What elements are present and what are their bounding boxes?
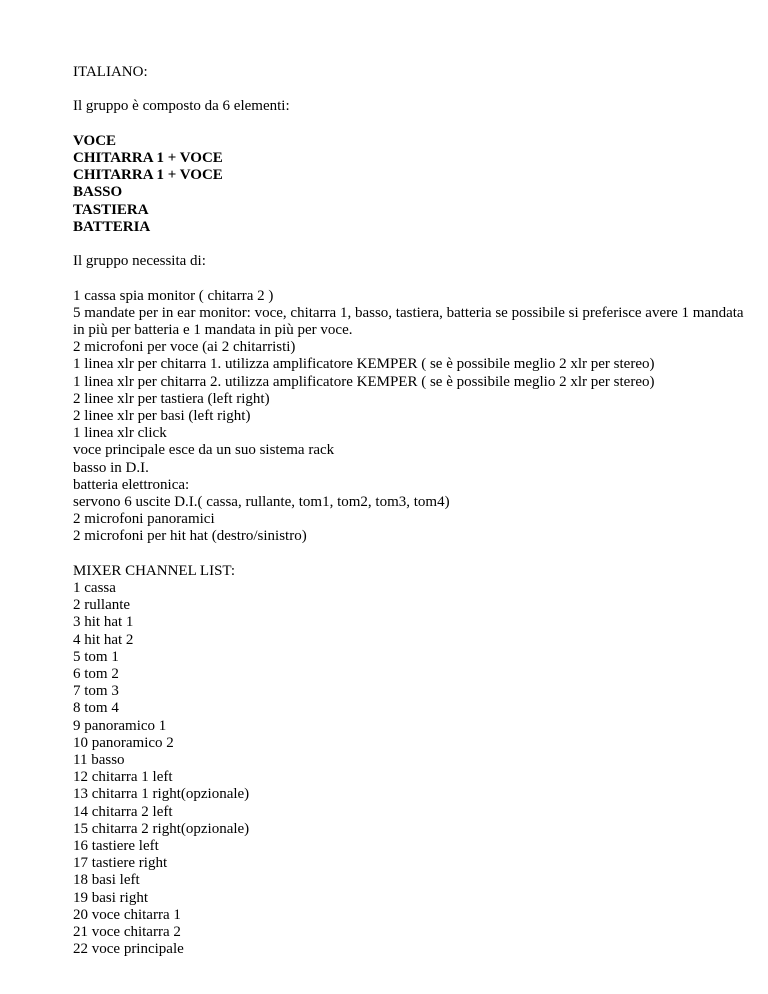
channels-title: MIXER CHANNEL LIST: (73, 562, 236, 579)
need-item: basso in D.I. (73, 459, 149, 476)
channel-item: 14 chitarra 2 left (73, 803, 173, 820)
channel-item: 1 cassa (73, 580, 116, 597)
needs-list (73, 288, 753, 546)
spacer (73, 236, 753, 253)
channel-item: 11 basso (73, 752, 125, 769)
need-item: 1 linea xlr click (73, 425, 167, 442)
spacer (73, 81, 753, 98)
channel-item: 10 panoramico 2 (73, 734, 174, 751)
channel-item: 22 voce principale (73, 941, 184, 958)
need-item: 2 microfoni per voce (ai 2 chitarristi) (73, 339, 296, 356)
spacer (73, 546, 753, 563)
channel-item: 12 chitarra 1 left (73, 769, 173, 786)
need-item: 1 linea xlr per chitarra 1. utilizza amplificatore KEMPER ( se è possibile meglio 2 xlr per stereo) (73, 356, 655, 373)
member-item: VOCE (73, 132, 117, 149)
channel-item: 20 voce chitarra 1 (73, 906, 181, 923)
spacer (73, 116, 753, 133)
channel-list (73, 580, 753, 958)
need-item: 1 cassa spia monitor ( chitarra 2 ) (73, 287, 274, 304)
channel-item: 8 tom 4 (73, 700, 119, 717)
document-heading: ITALIANO: (73, 64, 148, 80)
need-item: 1 linea xlr per chitarra 2. utilizza amplificatore KEMPER ( se è possibile meglio 2 xlr per stereo) (73, 373, 655, 390)
channel-item: 18 basi left (73, 872, 140, 889)
channel-item: 16 tastiere left (73, 838, 159, 855)
need-item: 2 linee xlr per tastiera (left right) (73, 390, 270, 407)
need-item: servono 6 uscite D.I.( cassa, rullante, tom1, tom2, tom3, tom4) (73, 494, 450, 511)
member-item: CHITARRA 1 + VOCE (73, 167, 223, 184)
document-page (73, 64, 753, 958)
member-item: TASTIERA (73, 201, 149, 218)
members-list (73, 133, 753, 236)
need-item: 2 microfoni panoramici (73, 511, 215, 528)
need-item: batteria elettronica: (73, 476, 190, 493)
member-item: CHITARRA 1 + VOCE (73, 149, 223, 166)
channel-item: 7 tom 3 (73, 683, 119, 700)
channel-item: 17 tastiere right (73, 855, 168, 872)
need-item: 2 microfoni per hit hat (destro/sinistro) (73, 528, 307, 545)
channel-item: 6 tom 2 (73, 666, 119, 683)
need-item: 5 mandate per in ear monitor: voce, chitarra 1, basso, tastiera, batteria se possibile si preferisce avere 1 mandata in più per batteria e 1 mandata in più per voce. (73, 304, 744, 338)
channel-item: 15 chitarra 2 right(opzionale) (73, 820, 250, 837)
channel-item: 3 hit hat 1 (73, 614, 134, 631)
need-item: 2 linee xlr per basi (left right) (73, 408, 251, 424)
spacer (73, 270, 753, 287)
channel-item: 2 rullante (73, 597, 131, 614)
channel-item: 5 tom 1 (73, 648, 119, 665)
member-item: BATTERIA (73, 218, 151, 235)
need-item: voce principale esce da un suo sistema rack (73, 442, 335, 459)
channel-item: 9 panoramico 1 (73, 717, 167, 734)
channel-item: 4 hit hat 2 (73, 631, 134, 648)
channel-item: 19 basi right (73, 889, 148, 906)
member-item: BASSO (73, 184, 123, 201)
needs-title: Il gruppo necessita di: (73, 253, 206, 270)
channel-item: 13 chitarra 1 right(opzionale) (73, 786, 250, 803)
intro-text: Il gruppo è composto da 6 elementi: (73, 98, 290, 115)
channel-item: 21 voce chitarra 2 (73, 924, 181, 941)
